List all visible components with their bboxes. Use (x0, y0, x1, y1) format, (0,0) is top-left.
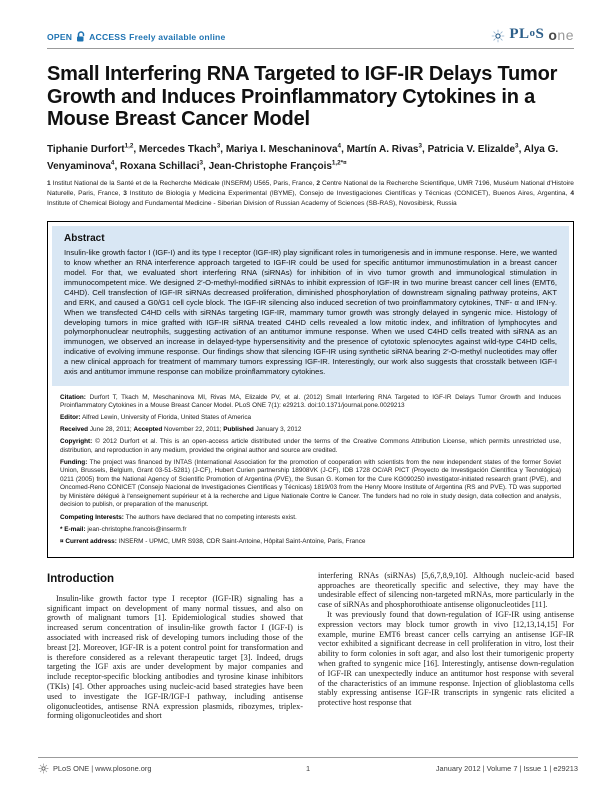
funding-row: Funding: The project was financed by INTAS (International Association for the promotion of cooperation with scientists from the new independent states of the former Soviet Union, Brussels, Belgium, Grant 03-51-5281) (J-CF), Hubert Curien partnership 18908VK (J-CF), IDB 1728 OC/AR PICT (Proyecto de Investigación Científica y Tecnológica) 0211 (2005) from the National Agency of Scientific Promotion of Argentina (PVE), the Susan G. Komen for the Cure KG090250 investigator-initiated research grant (PVE), and Oncomed-Reno CONICET (Consejo Nacional de Investigaciones Científicas y Técnicas) 1819/03 from the Henry Moore Institute of Argentina (RS and PVE). TD was supported by Ministère délégué à l'enseignement supérieur et à la recherche and Ligue Nationale Contre le Cancer. The funders had no role in study design, data collection and analysis, decision to publish, or preparation of the manuscript. (60, 458, 561, 509)
article-meta-box (47, 221, 574, 558)
footer-starburst-icon (38, 763, 49, 774)
author: Mercedes Tkach$^3$, (138, 142, 226, 156)
introduction-heading: Introduction (47, 572, 115, 585)
right-column (318, 571, 574, 708)
one-wordmark: one (548, 27, 574, 43)
footer-issue-info: January 2012 | Volume 7 | Issue 1 | e29213 (435, 764, 578, 773)
article-title: Small Interfering RNA Targeted to IGF-IR Delays Tumor Growth and Induces Proinflammatory Cytokines in a Mouse Breast Cancer Model (47, 63, 558, 131)
abstract-heading: Abstract (64, 233, 105, 245)
footer-journal-label: PLoS ONE | www.plosone.org (53, 764, 152, 773)
footer-journal (38, 763, 306, 774)
abstract-section (52, 226, 569, 386)
author: Mariya I. Meschaninova$^4$, (225, 142, 347, 156)
author-list (47, 140, 574, 174)
plos-wordmark: PLoS (509, 26, 545, 42)
competing-interests-row: Competing Interests: The authors have declared that no competing interests exist. (60, 513, 297, 521)
author: Jean-Christophe François$^{1,2*¤}$ (208, 159, 347, 172)
abstract-text: Insulin-like growth factor I (IGF-I) and its type I receptor (IGF-IR) play significant roles in tumorigenesis and in immune response. Here, we wanted to know whether an RNA interference approach targeted to IGF-IR could be used for specific antitumor immunostimulation in a breast cancer model. For that, we evaluated short interfering RNA (siRNAs) for inhibition of in vivo tumor growth and immunological stimulation in immunocompetent mice. We designed 2′-O-methyl-modified siRNAs to inhibit expression of IGF-IR in two murine breast cancer cell lines (EMT6, C4HD). Cell transfection of IGF-IR siRNAs decreased proliferation, diminished phosphorylation of downstream signaling pathway proteins, AKT and ERK, and caused a G0/G1 cell cycle block. The IGF-IR silencing also induced secretion of two proinflammatory cytokines, TNF- α and IFN-γ. When we transfected C4HD cells with siRNAs targeting IGF-IR, mammary tumor growth was strongly delayed in syngenic mice. Histology of developing tumors in mice grafted with IGF-IR siRNA treated C4HD cells revealed a low mitotic index, and infiltration of lymphocytes and polymorphonuclear neutrophils, suggesting activation of an antitumor immune response. When we used C4HD cells treated with siRNA as an immunogen, we observed an increase in delayed-type hypersensitivity and the presence of cytotoxic splenocytes against wild-type C4HD cells, indicative of evolving immune response. Our findings show that silencing IGF-IR using synthetic siRNA bearing 2′-O-methyl nucleotides may offer a new clinical approach for treatment of mammary tumors expressing IGF-IR. Interestingly, our work also suggests that crosstalk between IGF-I axis and antitumor immune response can mobilize proinflammatory cytokines. (64, 248, 557, 377)
page-number: 1 (305, 764, 311, 773)
dates-row: Received June 28, 2011; Accepted November 22, 2011; Published January 3, 2012 (60, 426, 302, 434)
author: Tiphanie Durfort$^{1,2}$, (47, 142, 139, 156)
page-header (47, 0, 574, 43)
author: Patricia V. Elizalde$^3$, (427, 142, 524, 156)
freely-available-label: Freely available online (129, 32, 226, 42)
citation-row: Citation: Durfort T, Tkach M, Meschaninova MI, Rivas MA, Elizalde PV, et al. (2012) Small Interfering RNA Targeted to IGF-IR Delays Tumor Growth and Induces Proinflammatory Cytokines in a Mouse Breast Cancer Model. PLoS ONE 7(1): e29213. doi:10.1371/journal.pone.0029213 (60, 393, 562, 410)
editor-row: Editor: Alfred Lewin, University of Florida, United States of America (60, 414, 252, 422)
open-access-open-label: OPEN (47, 32, 73, 42)
current-address-row: ¤ Current address: INSERM - UPMC, UMR S938, CDR Saint-Antoine, Hôpital Saint-Antoine, Paris, France (60, 537, 366, 545)
body-columns (47, 571, 574, 721)
intro-paragraph-1-continued: interfering RNAs (siRNAs) [5,6,7,8,9,10]. Although nucleic-acid based approaches are theoretically specific and selective, they may have the undesirable effect of silencing non-targeted mRNAs, more particularly in the case of siRNAs and phosphorothioate antisense oligonucleotides [11]. (318, 570, 574, 610)
affiliation-list: 1 Institut National de la Santé et de la Recherche Médicale (INSERM) U565, Paris, France, 2 Centre National de la Recherche Scientifique, UMR 7196, Muséum National d'Histoire Naturelle, Paris, France, 3 Instituto de Biología y Medicina Experimental (IBYME), Consejo de Investigaciones Científicas y Técnicas (CONICET), Buenos Aires, Argentina, 4 Institute of Chemical Biology and Fundamental Medicine - Siberian Division of Russian Academy of Sciences (SB-RAS), Novosibirsk, Russia (47, 180, 574, 207)
meta-section (52, 386, 569, 553)
page-footer (38, 757, 578, 774)
open-access-access-label: ACCESS (89, 32, 127, 42)
intro-paragraph-2: It was previously found that down-regulation of IGF-IR using antisense expression vectors may block tumor growth in vivo [12,13,14,15] For example, murine EMT6 breast cancer cells carrying an antisense IGF-IR vector exhibited a significant decrease in cell proliferation in vitro, lost their ability to form colonies in soft agar, and also lost their tumorigenic property when grafted to syngenic mice [16]. Interestingly, antisense down-regulation of IGF-IR can unexpectedly induce an antitumor host response with several of the characteristics of an immune response. Injection of glioblastoma cells stably expressing antisense IGF-IR transcripts in syngenic rats elicited a protective host response that (318, 610, 574, 708)
footer-divider (38, 757, 578, 758)
author: Alya G. Venyaminova$^4$, (47, 144, 559, 172)
copyright-row: Copyright: © 2012 Durfort et al. This is an open-access article distributed under the terms of the Creative Commons Attribution License, which permits unrestricted use, distribution, and reproduction in any medium, provided the original author and source are credited. (60, 438, 561, 454)
email-address: jean-christophe.francois@inserm.fr (87, 525, 187, 533)
open-lock-icon (75, 31, 86, 43)
open-access-banner (47, 31, 225, 43)
header-divider (47, 48, 574, 49)
email-row: * E-mail: jean-christophe.francois@inserm.fr (60, 525, 187, 533)
intro-paragraph-1: Insulin-like growth factor type I receptor (IGF-IR) signaling has a significant impact on development of many normal tissues, and also on growth of malignant tumors [1]. Epidemiological studies showed that increased serum concentration of insulin-like growth factor I (IGF-I) is associated with increased risk of developing tumors including those of the breast [2]. Moreover, IGF-IR is a potent control point for transformation and is therefore considered as a relevant therapeutic target [3]. Indeed, drugs targeting the IGF axis are under development by major companies and include receptor-specific blocking antibodies and tyrosine kinase inhibitors (TKIs) [4]. Other approaches using nucleic-acid based strategies have been used to investigate the IGF-IR/IGF-I pathway, including antisense oligonucleotides, antisense RNA expression plasmids, ribozymes, triplex-forming oligonucleotides and short (47, 593, 303, 721)
plos-one-logo (491, 26, 574, 43)
plos-starburst-icon (491, 29, 505, 43)
left-column (47, 571, 303, 721)
author: Martín A. Rivas$^3$, (346, 142, 428, 156)
author: Roxana Schillaci$^3$, (120, 159, 209, 172)
